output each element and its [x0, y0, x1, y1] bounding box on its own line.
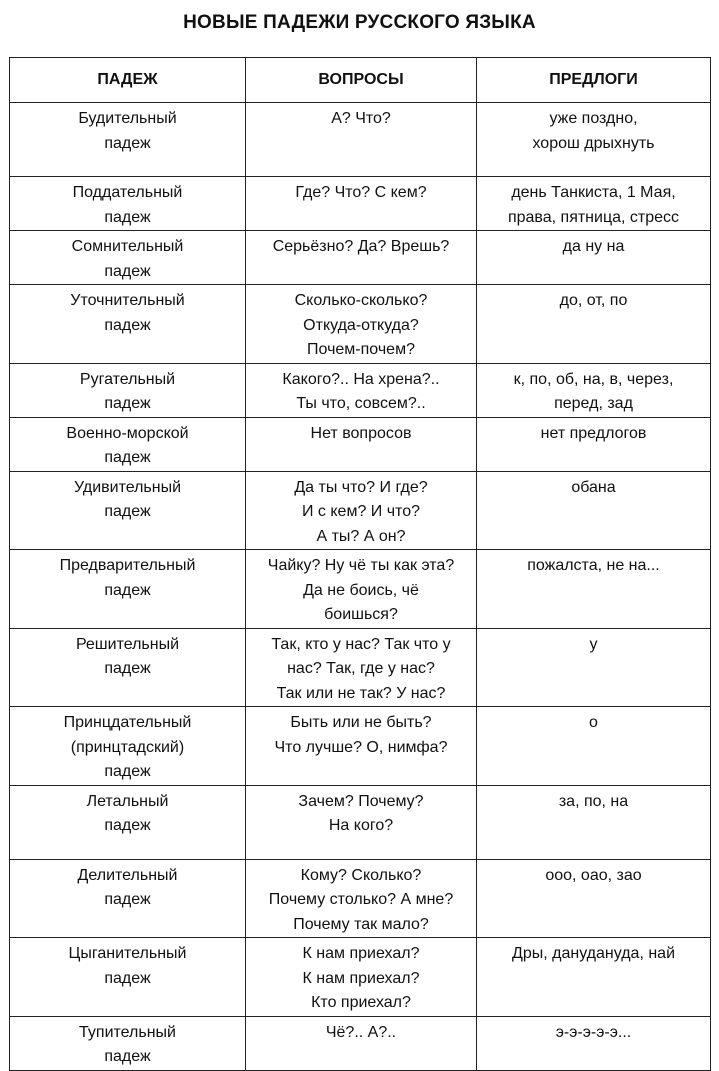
header-questions: ВОПРОСЫ [246, 58, 477, 103]
questions-cell [246, 363, 477, 417]
questions-line: Чайку? Ну чё ты как эта? [267, 557, 455, 574]
case-cell [10, 707, 246, 786]
questions-line: И с кем? И что? [301, 503, 421, 520]
prepositions-cell [477, 628, 711, 707]
questions-line: Что лучше? О, нимфа? [274, 738, 448, 756]
prepositions-cell [477, 103, 711, 177]
table-row [10, 417, 711, 471]
prepositions-line: нет предлогов [540, 424, 647, 442]
questions-line: А? Что? [331, 110, 391, 127]
questions-line: Кому? Сколько? [300, 866, 422, 884]
case-line: Тупительный [79, 1023, 176, 1041]
prepositions-line: до, от, по [559, 292, 628, 309]
case-cell [10, 417, 246, 471]
prepositions-cell [477, 417, 711, 471]
case-cell [10, 628, 246, 707]
case-line: Ругательный [79, 370, 176, 388]
header-case: ПАДЕЖ [10, 58, 246, 103]
questions-cell [246, 938, 477, 1017]
table-row [10, 471, 711, 550]
case-cell [10, 785, 246, 859]
table-row [10, 285, 711, 364]
case-line: падеж [104, 817, 151, 834]
case-cell [10, 471, 246, 550]
case-cell [10, 550, 246, 629]
case-line: падеж [104, 208, 151, 226]
questions-line: Чё?.. А?.. [325, 1023, 397, 1041]
case-line: Цыганительный [68, 945, 187, 962]
prepositions-line: обана [571, 478, 616, 496]
prepositions-line: о [589, 714, 598, 731]
case-cell [10, 231, 246, 285]
case-line: падеж [104, 503, 151, 520]
case-line: Удивительный [73, 478, 182, 496]
case-line: падеж [104, 262, 151, 280]
case-cell [10, 103, 246, 177]
questions-cell [246, 550, 477, 629]
prepositions-line: пожалста, не на... [527, 557, 660, 574]
case-cell [10, 1016, 246, 1070]
questions-cell [246, 177, 477, 231]
prepositions-cell [477, 363, 711, 417]
case-line: падеж [104, 1048, 151, 1065]
prepositions-line: к, по, об, на, в, через, [513, 370, 674, 388]
prepositions-cell [477, 785, 711, 859]
questions-line: Так, кто у нас? Так что у [271, 635, 451, 653]
case-line: Будительный [78, 110, 177, 127]
case-line: (принцтадский) [70, 738, 185, 756]
case-line: падеж [104, 316, 151, 334]
prepositions-line: хорош дрыхнуть [532, 134, 655, 152]
prepositions-line: э-э-э-э-э... [555, 1023, 632, 1041]
questions-line: На кого? [328, 817, 394, 834]
questions-line: боишься? [324, 606, 398, 623]
questions-line: Так или не так? У нас? [276, 684, 446, 702]
prepositions-line: день Танкиста, 1 Мая, [511, 184, 676, 201]
case-cell [10, 363, 246, 417]
questions-cell [246, 785, 477, 859]
questions-line: Почем-почем? [307, 341, 415, 358]
prepositions-line: перед, зад [554, 395, 633, 412]
case-line: падеж [104, 763, 151, 780]
questions-line: Почему так мало? [293, 915, 429, 933]
case-line: Летальный [86, 792, 169, 810]
prepositions-cell [477, 231, 711, 285]
prepositions-line: у [589, 635, 598, 653]
prepositions-line: ооо, оао, зао [545, 866, 642, 884]
questions-cell [246, 417, 477, 471]
prepositions-cell [477, 285, 711, 364]
questions-cell [246, 628, 477, 707]
prepositions-cell [477, 1016, 711, 1070]
questions-line: Почему столько? А мне? [268, 891, 454, 908]
table-header-row [10, 58, 711, 103]
questions-cell [246, 231, 477, 285]
case-line: падеж [104, 581, 151, 599]
questions-line: Зачем? Почему? [298, 792, 424, 810]
table-row [10, 859, 711, 938]
questions-line: Ты что, совсем?.. [296, 395, 426, 412]
prepositions-cell [477, 859, 711, 938]
table-row [10, 550, 711, 629]
case-line: Военно-морской [66, 424, 189, 442]
case-line: Делительный [77, 866, 178, 884]
prepositions-line: да ну на [562, 238, 625, 255]
case-line: падеж [104, 395, 151, 412]
table-row [10, 707, 711, 786]
questions-line: А ты? А он? [316, 527, 406, 545]
questions-cell [246, 859, 477, 938]
questions-line: Быть или не быть? [290, 714, 432, 731]
case-line: Поддательный [72, 184, 183, 201]
questions-cell [246, 707, 477, 786]
questions-cell [246, 471, 477, 550]
cases-table [9, 57, 711, 1071]
prepositions-line: уже поздно, [549, 110, 638, 127]
header-prepositions: ПРЕДЛОГИ [477, 58, 711, 103]
table-row [10, 628, 711, 707]
table-row [10, 103, 711, 177]
case-line: Уточнительный [70, 292, 185, 309]
questions-line: Сколько-сколько? [294, 292, 428, 309]
table-row [10, 363, 711, 417]
questions-line: К нам приехал? [302, 969, 420, 987]
page-title: НОВЫЕ ПАДЕЖИ РУССКОГО ЯЗЫКА [183, 12, 536, 33]
questions-cell [246, 285, 477, 364]
questions-line: Какого?.. На хрена?.. [282, 370, 440, 388]
table-row [10, 231, 711, 285]
case-cell [10, 285, 246, 364]
table-row [10, 1016, 711, 1070]
case-line: падеж [104, 134, 151, 152]
case-line: падеж [104, 449, 151, 466]
questions-line: Да ты что? И где? [294, 478, 428, 496]
case-line: падеж [104, 891, 151, 908]
prepositions-cell [477, 177, 711, 231]
table-row [10, 938, 711, 1017]
case-cell [10, 859, 246, 938]
questions-line: Да не боись, чё [303, 581, 419, 599]
prepositions-cell [477, 938, 711, 1017]
case-line: падеж [104, 660, 151, 677]
table-body [10, 103, 711, 1071]
prepositions-cell [477, 707, 711, 786]
questions-cell [246, 1016, 477, 1070]
case-line: Предварительный [59, 557, 196, 574]
prepositions-line: за, по, на [558, 792, 629, 810]
table-row [10, 785, 711, 859]
questions-line: Где? Что? С кем? [295, 184, 427, 201]
questions-line: Серьёзно? Да? Врешь? [272, 238, 450, 255]
case-line: Сомнительный [71, 238, 184, 255]
case-line: Принцдательный [63, 714, 192, 731]
prepositions-cell [477, 471, 711, 550]
case-cell [10, 177, 246, 231]
questions-line: нас? Так, где у нас? [287, 660, 435, 677]
case-line: падеж [104, 969, 151, 987]
prepositions-line: Дры, данудануда, най [512, 945, 675, 962]
prepositions-cell [477, 550, 711, 629]
questions-line: Нет вопросов [310, 424, 412, 442]
table-row [10, 177, 711, 231]
prepositions-line: права, пятница, стресс [507, 208, 680, 226]
case-cell [10, 938, 246, 1017]
case-line: Решительный [75, 635, 180, 653]
questions-line: К нам приехал? [302, 945, 420, 962]
questions-line: Откуда-откуда? [303, 316, 419, 334]
questions-line: Кто приехал? [311, 994, 411, 1011]
questions-cell [246, 103, 477, 177]
